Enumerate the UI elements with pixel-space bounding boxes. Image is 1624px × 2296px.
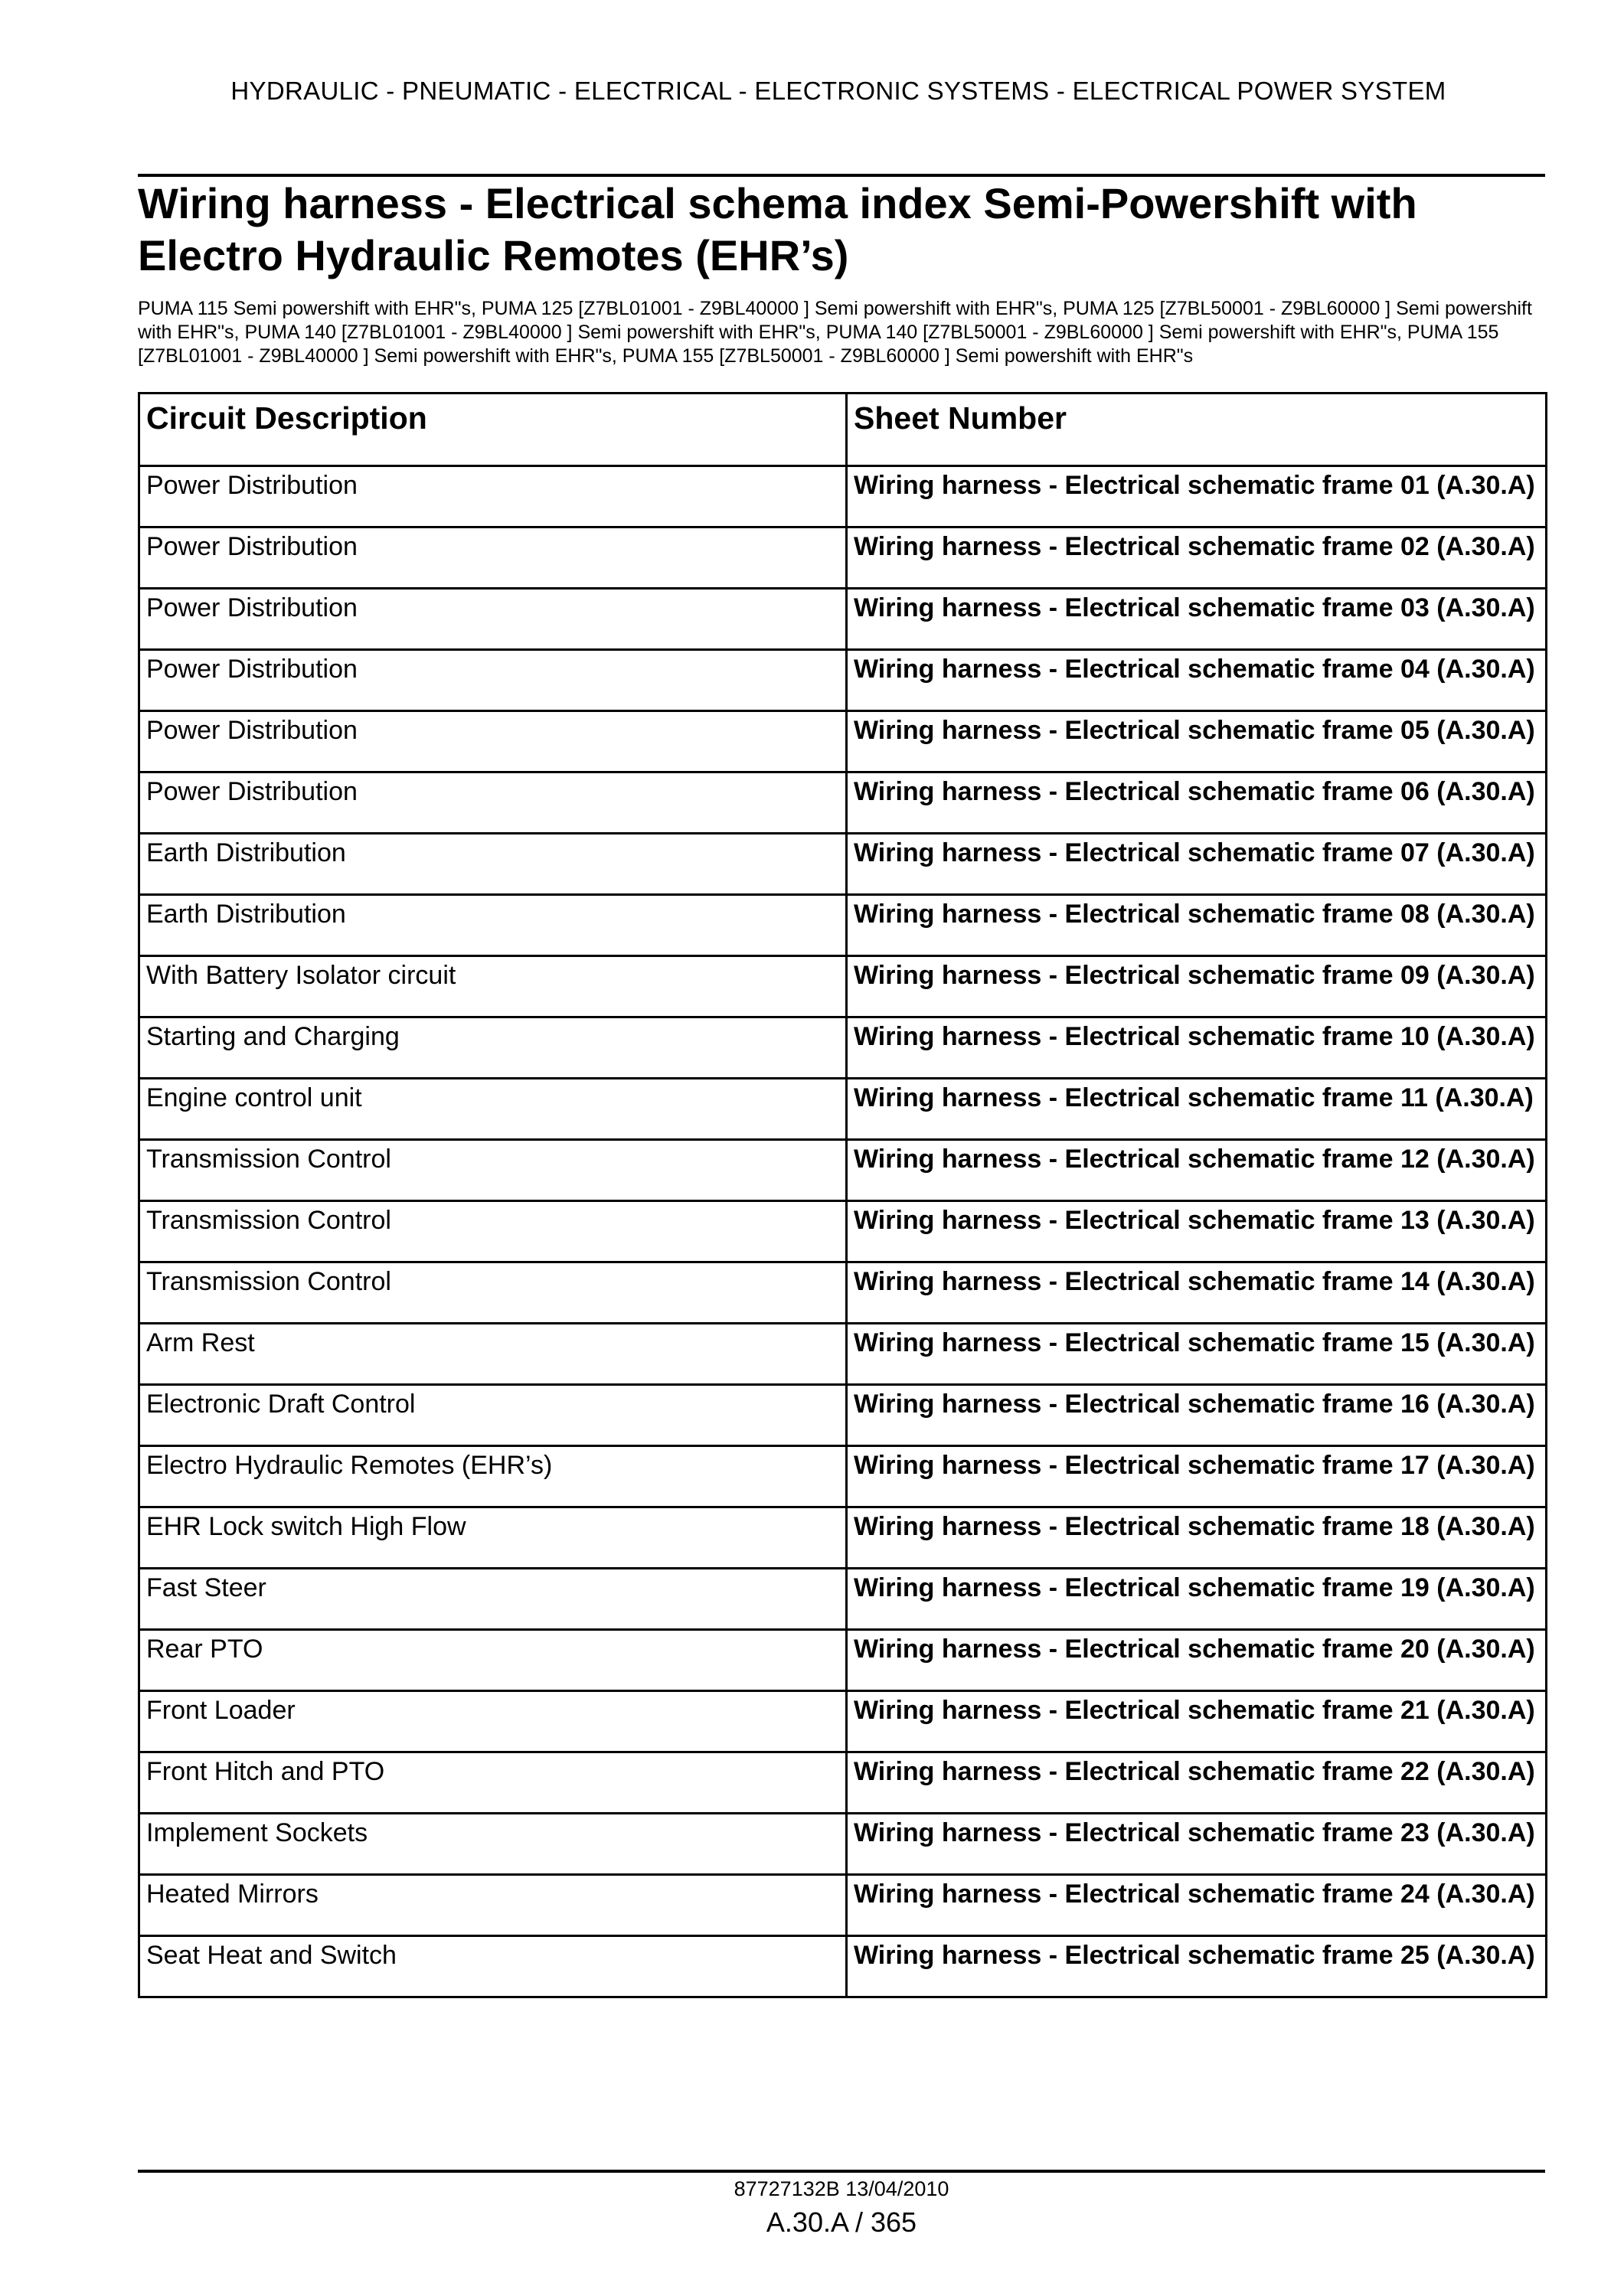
sheet-number-cell: Wiring harness - Electrical schematic frame 12 (A.30.A) xyxy=(847,1140,1547,1201)
sheet-number-cell: Wiring harness - Electrical schematic frame 17 (A.30.A) xyxy=(847,1446,1547,1507)
sheet-number-cell: Wiring harness - Electrical schematic frame 13 (A.30.A) xyxy=(847,1201,1547,1262)
sheet-number-cell: Wiring harness - Electrical schematic frame 06 (A.30.A) xyxy=(847,772,1547,834)
table-body xyxy=(139,466,1547,1997)
circuit-description-cell: Seat Heat and Switch xyxy=(139,1936,847,1997)
sheet-number-cell: Wiring harness - Electrical schematic frame 15 (A.30.A) xyxy=(847,1324,1547,1385)
circuit-description-cell: Earth Distribution xyxy=(139,895,847,956)
circuit-description-cell: Starting and Charging xyxy=(139,1017,847,1079)
table-row xyxy=(139,1936,1547,1997)
circuit-description-cell: Rear PTO xyxy=(139,1630,847,1691)
circuit-description-cell: Power Distribution xyxy=(139,772,847,834)
sheet-number-cell: Wiring harness - Electrical schematic frame 24 (A.30.A) xyxy=(847,1875,1547,1936)
sheet-number-cell: Wiring harness - Electrical schematic frame 21 (A.30.A) xyxy=(847,1691,1547,1752)
table-row xyxy=(139,1814,1547,1875)
table-row xyxy=(139,772,1547,834)
table-row xyxy=(139,1140,1547,1201)
sheet-number-cell: Wiring harness - Electrical schematic frame 23 (A.30.A) xyxy=(847,1814,1547,1875)
table-row xyxy=(139,589,1547,650)
table-row xyxy=(139,1324,1547,1385)
sheet-number-cell: Wiring harness - Electrical schematic frame 04 (A.30.A) xyxy=(847,650,1547,711)
sheet-number-cell: Wiring harness - Electrical schematic frame 19 (A.30.A) xyxy=(847,1569,1547,1630)
table-row xyxy=(139,895,1547,956)
sheet-number-cell: Wiring harness - Electrical schematic frame 22 (A.30.A) xyxy=(847,1752,1547,1814)
circuit-description-cell: Power Distribution xyxy=(139,466,847,527)
sheet-number-cell: Wiring harness - Electrical schematic frame 02 (A.30.A) xyxy=(847,527,1547,589)
sheet-number-cell: Wiring harness - Electrical schematic frame 20 (A.30.A) xyxy=(847,1630,1547,1691)
circuit-description-cell: Implement Sockets xyxy=(139,1814,847,1875)
running-header: HYDRAULIC - PNEUMATIC - ELECTRICAL - ELECTRONIC SYSTEMS - ELECTRICAL POWER SYSTEM xyxy=(230,77,1446,105)
circuit-description-cell: Transmission Control xyxy=(139,1140,847,1201)
table-row xyxy=(139,1691,1547,1752)
table-row xyxy=(139,1017,1547,1079)
table-row xyxy=(139,711,1547,772)
schematic-index-table xyxy=(138,392,1547,1998)
sheet-number-cell: Wiring harness - Electrical schematic frame 07 (A.30.A) xyxy=(847,834,1547,895)
sheet-number-cell: Wiring harness - Electrical schematic frame 10 (A.30.A) xyxy=(847,1017,1547,1079)
circuit-description-cell: Electro Hydraulic Remotes (EHR’s) xyxy=(139,1446,847,1507)
model-applicability: PUMA 115 Semi powershift with EHR"s, PUMA 125 [Z7BL01001 - Z9BL40000 ] Semi powershift with EHR"s, PUMA 125 [Z7BL50001 - Z9BL60000 ] Semi powershift with EHR"s, PUMA 140 [Z7BL01001 - Z9BL40000 ] Semi powershift with EHR"s, PUMA 140 [Z7BL50001 - Z9BL60000 ] Semi powershift with EHR"s, PUMA 155 [Z7BL01001 - Z9BL40000 ] Semi powershift with EHR"s, PUMA 155 [Z7BL50001 - Z9BL60000 ] Semi powershift with EHR"s xyxy=(138,298,1532,367)
sheet-number-cell: Wiring harness - Electrical schematic frame 08 (A.30.A) xyxy=(847,895,1547,956)
table-row xyxy=(139,1201,1547,1262)
sheet-number-cell: Wiring harness - Electrical schematic frame 14 (A.30.A) xyxy=(847,1262,1547,1324)
sheet-number-cell: Wiring harness - Electrical schematic frame 03 (A.30.A) xyxy=(847,589,1547,650)
table-row xyxy=(139,1385,1547,1446)
circuit-description-cell: Front Loader xyxy=(139,1691,847,1752)
document-id: 87727132B 13/04/2010 xyxy=(734,2177,949,2200)
column-header-sheet-number: Sheet Number xyxy=(847,394,1547,466)
circuit-description-cell: Fast Steer xyxy=(139,1569,847,1630)
footer-divider xyxy=(138,2170,1545,2173)
table-row xyxy=(139,956,1547,1017)
table-row xyxy=(139,1752,1547,1814)
circuit-description-cell: EHR Lock switch High Flow xyxy=(139,1507,847,1569)
table-row xyxy=(139,1569,1547,1630)
column-header-circuit-description: Circuit Description xyxy=(139,394,847,466)
sheet-number-cell: Wiring harness - Electrical schematic frame 16 (A.30.A) xyxy=(847,1385,1547,1446)
circuit-description-cell: Electronic Draft Control xyxy=(139,1385,847,1446)
table-header-row xyxy=(139,394,1547,466)
table-row xyxy=(139,834,1547,895)
circuit-description-cell: Front Hitch and PTO xyxy=(139,1752,847,1814)
circuit-description-cell: With Battery Isolator circuit xyxy=(139,956,847,1017)
sheet-number-cell: Wiring harness - Electrical schematic frame 18 (A.30.A) xyxy=(847,1507,1547,1569)
sheet-number-cell: Wiring harness - Electrical schematic frame 11 (A.30.A) xyxy=(847,1079,1547,1140)
header-divider xyxy=(138,174,1545,177)
circuit-description-cell: Engine control unit xyxy=(139,1079,847,1140)
sheet-number-cell: Wiring harness - Electrical schematic frame 05 (A.30.A) xyxy=(847,711,1547,772)
page-number: A.30.A / 365 xyxy=(766,2206,917,2238)
circuit-description-cell: Transmission Control xyxy=(139,1262,847,1324)
table-row xyxy=(139,1507,1547,1569)
circuit-description-cell: Earth Distribution xyxy=(139,834,847,895)
table-row xyxy=(139,1079,1547,1140)
circuit-description-cell: Transmission Control xyxy=(139,1201,847,1262)
table-row xyxy=(139,1875,1547,1936)
circuit-description-cell: Arm Rest xyxy=(139,1324,847,1385)
sheet-number-cell: Wiring harness - Electrical schematic frame 01 (A.30.A) xyxy=(847,466,1547,527)
circuit-description-cell: Power Distribution xyxy=(139,711,847,772)
table-row xyxy=(139,466,1547,527)
table-row xyxy=(139,650,1547,711)
circuit-description-cell: Power Distribution xyxy=(139,650,847,711)
table-row xyxy=(139,1630,1547,1691)
table-row xyxy=(139,1446,1547,1507)
circuit-description-cell: Heated Mirrors xyxy=(139,1875,847,1936)
sheet-number-cell: Wiring harness - Electrical schematic frame 09 (A.30.A) xyxy=(847,956,1547,1017)
page-title: Wiring harness - Electrical schema index Semi-Powershift with Electro Hydraulic Remotes (EHR’s) xyxy=(138,179,1417,279)
circuit-description-cell: Power Distribution xyxy=(139,527,847,589)
table-row xyxy=(139,1262,1547,1324)
sheet-number-cell: Wiring harness - Electrical schematic frame 25 (A.30.A) xyxy=(847,1936,1547,1997)
table-row xyxy=(139,527,1547,589)
circuit-description-cell: Power Distribution xyxy=(139,589,847,650)
